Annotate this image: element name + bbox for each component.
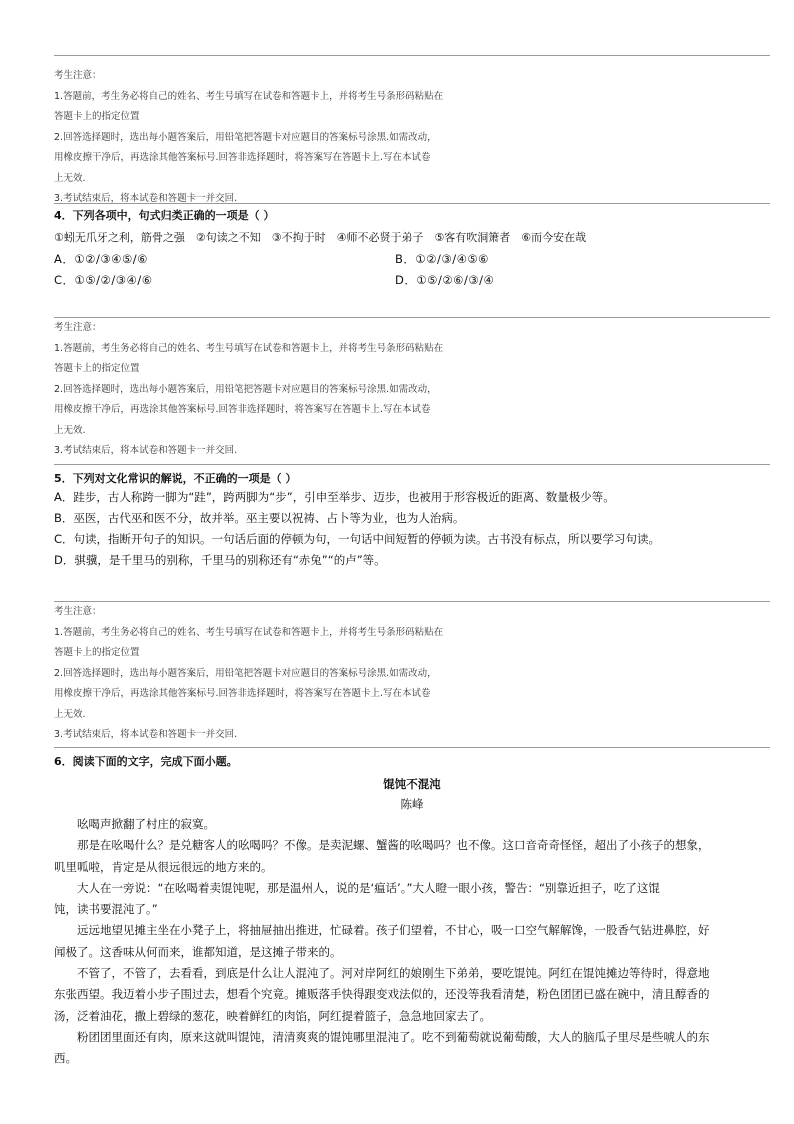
notice-line: 答题卡上的指定位置 — [54, 111, 140, 122]
notice-line: 1.答题前，考生务必将自己的姓名、考生号填写在试卷和答题卡上，并将考生号条形码粘贴在 — [54, 626, 444, 638]
passage-line: 汤，泛着油花，撒上碧绿的葱花，映着鲜红的肉馅，阿红提着篮子，急急地回家去了。 — [54, 1008, 491, 1023]
passage-body — [54, 814, 770, 1070]
notice-line: 2.回答选择题时，选出每小题答案后，用铅笔把答题卡对应题目的答案标号涂黑.如需改动， — [54, 383, 437, 395]
notice-block-1 — [54, 66, 770, 210]
notice-title: 考生注意： — [54, 606, 102, 617]
question-5-options — [54, 487, 770, 571]
notice-block-2 — [54, 318, 770, 462]
notice-block-3 — [54, 602, 770, 746]
notice-line: 上无效. — [54, 708, 86, 720]
question-5-option-b: B．巫医，古代巫和医不分，故并举。巫主要以祝祷、占卜等为业，也为人治病。 — [54, 511, 465, 525]
passage-line: 吆喝声掀翻了村庄的寂寞。 — [77, 817, 215, 831]
question-6-title: 6．阅读下面的文字，完成下面小题。 — [54, 755, 238, 768]
question-4-option-a: A．①②/③④⑤/⑥ — [54, 252, 148, 266]
notice-line: 上无效. — [54, 172, 86, 184]
divider-top-1 — [54, 55, 770, 56]
question-4-option-b: B．①②/③/④⑤⑥ — [395, 252, 489, 266]
passage-line: 叽里呱啦，肯定是从很远很远的地方来的。 — [54, 859, 273, 874]
passage-author: 陈峰 — [400, 797, 424, 811]
notice-line: 用橡皮擦干净后，再选涂其他答案标号.回答非选择题时，将答案写在答题卡上.写在本试卷 — [54, 152, 431, 163]
notice-line: 3.考试结束后，将本试卷和答题卡一并交回. — [54, 729, 238, 740]
passage-line: 粉团团里面还有肉，原来这就叫馄饨，清清爽爽的馄饨哪里混沌了。吃不到葡萄就说葡萄酸，大人的脑瓜子里尽是些唬人的东 — [77, 1029, 710, 1044]
passage-line: 远远地望见摊主坐在小凳子上，将抽屉抽出推进，忙碌着。孩子们望着，不甘心，吸一口空气解解馋，一股香气钻进鼻腔，好 — [77, 923, 710, 938]
passage-line: 不管了，不管了，去看看，到底是什么让人混沌了。河对岸阿红的娘刚生下弟弟，要吃馄饨。阿红在馄饨摊边等待时，得意地 — [77, 966, 710, 981]
notice-line: 2.回答选择题时，选出每小题答案后，用铅笔把答题卡对应题目的答案标号涂黑.如需改动， — [54, 667, 437, 679]
question-5-title: 5．下列对文化常识的解说，不正确的一项是（ ） — [54, 472, 297, 485]
passage-line: 闻极了。这香味从何而来，谁都知道，是这摊子带来的。 — [54, 944, 342, 959]
notice-line: 1.答题前，考生务必将自己的姓名、考生号填写在试卷和答题卡上，并将考生号条形码粘贴在 — [54, 342, 444, 354]
passage-line: 饨，读书要混沌了。” — [54, 902, 158, 917]
question-4-option-c: C．①⑤/②/③④/⑥ — [54, 273, 153, 287]
notice-line: 用橡皮擦干净后，再选涂其他答案标号.回答非选择题时，将答案写在答题卡上.写在本试卷 — [54, 404, 431, 415]
passage-title: 馄饨不混沌 — [383, 777, 441, 791]
notice-line: 3.考试结束后，将本试卷和答题卡一并交回. — [54, 445, 238, 456]
question-4-items: ①蚓无爪牙之利，筋骨之强 ②句读之不知 ③不拘于时 ④师不必贤于弟子 ⑤客有吹洞箫者 ⑥而今安在哉 — [54, 231, 587, 244]
notice-line: 答题卡上的指定位置 — [54, 363, 140, 374]
notice-line: 3.考试结束后，将本试卷和答题卡一并交回. — [54, 193, 238, 204]
question-4-title: 4．下列各项中，句式归类正确的一项是（ ） — [54, 209, 275, 222]
notice-line: 1.答题前，考生务必将自己的姓名、考生号填写在试卷和答题卡上，并将考生号条形码粘贴在 — [54, 90, 444, 102]
question-5-option-d: D．骐骥，是千里马的别称，千里马的别称还有“赤兔”“的卢”等。 — [54, 553, 386, 567]
notice-line: 答题卡上的指定位置 — [54, 647, 140, 658]
passage-line: 那是在吆喝什么？是兑糖客人的吆喝吗？不像。是卖泥螺、蟹酱的吆喝吗？也不像。这口音奇奇怪怪，超出了小孩子的想象， — [77, 838, 710, 853]
question-5-option-a: A．跬步，古人称跨一脚为“跬”，跨两脚为“步”，引申至举步、迈步，也被用于形容极近的距离、数量极少等。 — [54, 490, 615, 504]
notice-title: 考生注意： — [54, 322, 102, 333]
notice-line: 用橡皮擦干净后，再选涂其他答案标号.回答非选择题时，将答案写在答题卡上.写在本试卷 — [54, 688, 431, 699]
passage-line: 东张西望。我迈着小步子围过去，想看个究竟。摊贩落手快得跟变戏法似的，还没等我看清楚，粉色团团已盛在碗中，清且醇香的 — [54, 987, 710, 1002]
question-5-option-c: C．句读，指断开句子的知识。一句话后面的停顿为句，一句话中间短暂的停顿为读。古书没有标点，所以要学习句读。 — [54, 532, 661, 546]
passage-line: 大人在一旁说：“在吆喝着卖馄饨呢，那是温州人，说的是‘瘟话’。”大人瞪一眼小孩，警告：“别靠近担子，吃了这馄 — [77, 880, 660, 895]
passage-line: 西。 — [54, 1051, 77, 1066]
notice-title: 考生注意： — [54, 70, 102, 81]
notice-line: 上无效. — [54, 424, 86, 436]
divider-bottom-3 — [54, 747, 770, 748]
divider-bottom-1 — [54, 203, 770, 204]
divider-bottom-2 — [54, 464, 770, 465]
notice-line: 2.回答选择题时，选出每小题答案后，用铅笔把答题卡对应题目的答案标号涂黑.如需改动， — [54, 131, 437, 143]
question-4-option-d: D．①⑤/②⑥/③/④ — [395, 273, 495, 287]
